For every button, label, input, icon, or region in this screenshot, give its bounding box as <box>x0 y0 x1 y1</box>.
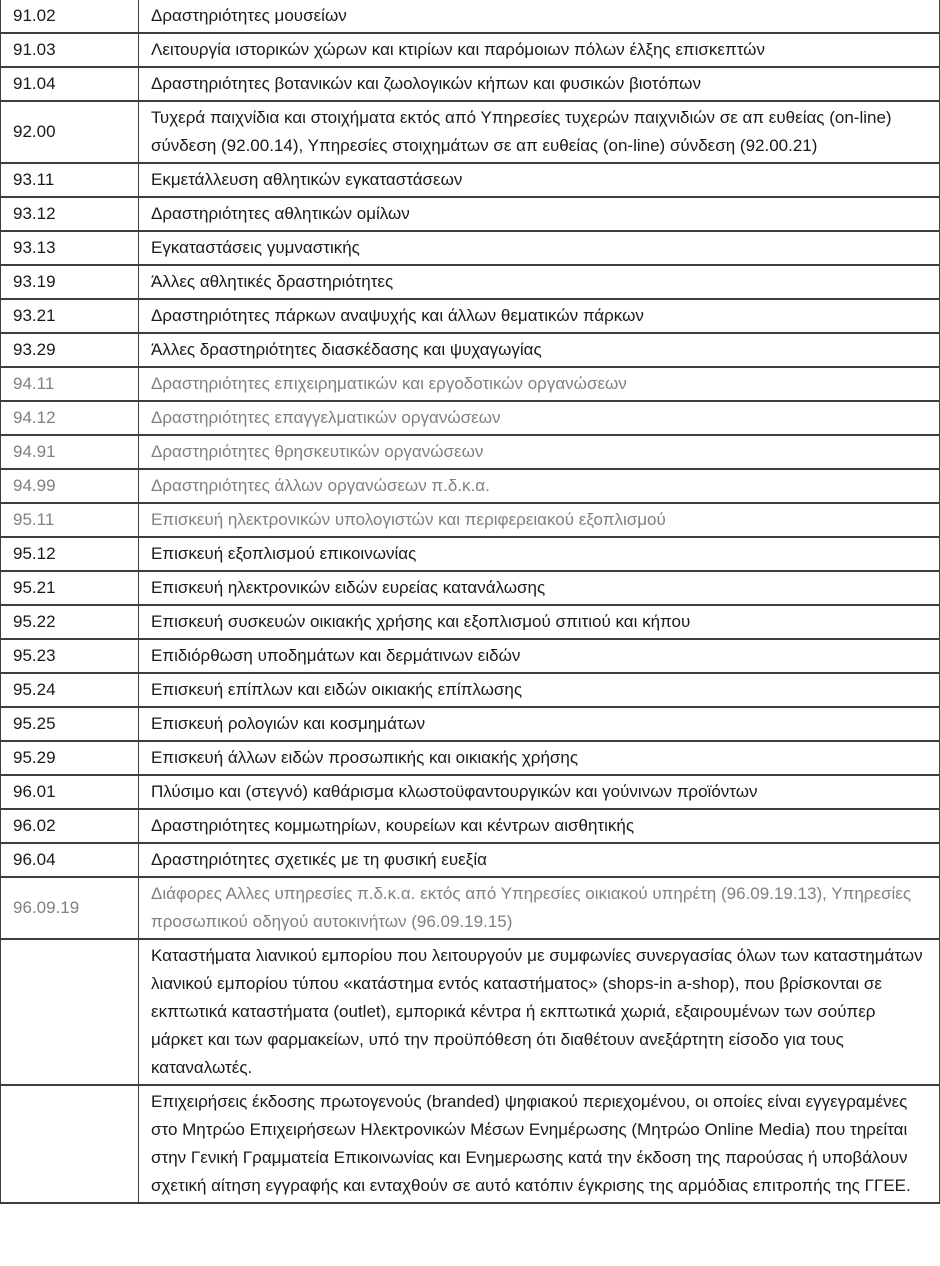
activity-code-cell: 92.00 <box>1 101 139 163</box>
activity-description-cell: Άλλες δραστηριότητες διασκέδασης και ψυχαγωγίας <box>139 333 940 367</box>
activity-description-cell: Δραστηριότητες αθλητικών ομίλων <box>139 197 940 231</box>
activity-description-cell: Διάφορες Αλλες υπηρεσίες π.δ.κ.α. εκτός από Υπηρεσίες οικιακού υπηρέτη (96.09.19.13), Υπηρεσίες προσωπικού οδηγού αυτοκινήτων (96.09.19.15) <box>139 877 940 939</box>
activity-code-cell: 93.13 <box>1 231 139 265</box>
activity-code-cell: 94.12 <box>1 401 139 435</box>
activity-code-cell: 94.99 <box>1 469 139 503</box>
table-row <box>1 101 940 163</box>
activity-description-cell: Δραστηριότητες επαγγελματικών οργανώσεων <box>139 401 940 435</box>
activity-code-cell: 93.11 <box>1 163 139 197</box>
activity-description-cell: Εγκαταστάσεις γυμναστικής <box>139 231 940 265</box>
table-row <box>1 367 940 401</box>
table-row <box>1 843 940 877</box>
table-row <box>1 741 940 775</box>
table-row <box>1 435 940 469</box>
activity-code-cell: 93.29 <box>1 333 139 367</box>
activity-code-cell: 91.03 <box>1 33 139 67</box>
activity-code-cell: 93.21 <box>1 299 139 333</box>
activity-description-cell: Δραστηριότητες θρησκευτικών οργανώσεων <box>139 435 940 469</box>
activity-code-cell: 95.21 <box>1 571 139 605</box>
activity-description-cell: Εκμετάλλευση αθλητικών εγκαταστάσεων <box>139 163 940 197</box>
activity-description-cell: Άλλες αθλητικές δραστηριότητες <box>139 265 940 299</box>
activity-description-cell: Επισκευή άλλων ειδών προσωπικής και οικιακής χρήσης <box>139 741 940 775</box>
table-row <box>1 939 940 1085</box>
table-row <box>1 0 940 33</box>
activity-code-cell: 94.91 <box>1 435 139 469</box>
activity-code-cell: 91.02 <box>1 0 139 33</box>
activity-description-cell: Δραστηριότητες μουσείων <box>139 0 940 33</box>
table-row <box>1 33 940 67</box>
table-row <box>1 163 940 197</box>
activity-code-cell: 96.04 <box>1 843 139 877</box>
table-row <box>1 503 940 537</box>
table-row <box>1 877 940 939</box>
table-row <box>1 299 940 333</box>
activity-description-cell: Λειτουργία ιστορικών χώρων και κτιρίων και παρόμοιων πόλων έλξης επισκεπτών <box>139 33 940 67</box>
activity-description-cell: Επισκευή ηλεκτρονικών ειδών ευρείας κατανάλωσης <box>139 571 940 605</box>
activity-description-cell: Δραστηριότητες κομμωτηρίων, κουρείων και κέντρων αισθητικής <box>139 809 940 843</box>
activity-code-cell: 95.12 <box>1 537 139 571</box>
activity-description-cell: Καταστήματα λιανικού εμπορίου που λειτουργούν με συμφωνίες συνεργασίας όλων των καταστημάτων λιανικού εμπορίου τύπου «κατάστημα εντός καταστήματος» (shops-in a-shop), που βρίσκονται σε εκπτωτικά καταστήματα (outlet), εμπορικά κέντρα ή εκπτωτικά χωριά, εξαιρουμένων των σούπερ μάρκετ και των φαρμακείων, υπό την προϋπόθεση ότι διαθέτουν ανεξάρτητη είσοδο για τους καταναλωτές. <box>139 939 940 1085</box>
table-row <box>1 537 940 571</box>
table-row <box>1 707 940 741</box>
table-row <box>1 197 940 231</box>
activity-description-cell: Επισκευή εξοπλισμού επικοινωνίας <box>139 537 940 571</box>
table-row <box>1 67 940 101</box>
table-row <box>1 469 940 503</box>
activity-code-cell: 96.01 <box>1 775 139 809</box>
activity-code-cell: 96.09.19 <box>1 877 139 939</box>
activity-code-cell: 95.24 <box>1 673 139 707</box>
table-row <box>1 775 940 809</box>
activity-code-cell: 95.23 <box>1 639 139 673</box>
activity-description-cell: Δραστηριότητες άλλων οργανώσεων π.δ.κ.α. <box>139 469 940 503</box>
activity-description-cell: Δραστηριότητες βοτανικών και ζωολογικών κήπων και φυσικών βιοτόπων <box>139 67 940 101</box>
table-row <box>1 571 940 605</box>
table-row <box>1 673 940 707</box>
activity-description-cell: Δραστηριότητες επιχειρηματικών και εργοδοτικών οργανώσεων <box>139 367 940 401</box>
table-row <box>1 401 940 435</box>
activity-code-cell <box>1 1085 139 1203</box>
activity-codes-table-body <box>1 0 940 1203</box>
activity-description-cell: Τυχερά παιχνίδια και στοιχήματα εκτός από Υπηρεσίες τυχερών παιχνιδιών σε απ ευθείας (on-line) σύνδεση (92.00.14), Υπηρεσίες στοιχημάτων σε απ ευθείας (on-line) σύνδεση (92.00.21) <box>139 101 940 163</box>
activity-description-cell: Δραστηριότητες πάρκων αναψυχής και άλλων θεματικών πάρκων <box>139 299 940 333</box>
activity-description-cell: Δραστηριότητες σχετικές με τη φυσική ευεξία <box>139 843 940 877</box>
activity-code-cell: 95.25 <box>1 707 139 741</box>
activity-code-cell: 95.11 <box>1 503 139 537</box>
table-row <box>1 809 940 843</box>
activity-code-cell: 95.29 <box>1 741 139 775</box>
activity-code-cell: 91.04 <box>1 67 139 101</box>
activity-code-cell <box>1 939 139 1085</box>
activity-description-cell: Επιχειρήσεις έκδοσης πρωτογενούς (branded) ψηφιακού περιεχομένου, οι οποίες είναι εγγεγραμένες στο Μητρώο Επιχειρήσεων Ηλεκτρονικών Μέσων Ενημέρωσης (Μητρώο Online Media) που τηρείται στην Γενική Γραμματεία Επικοινωνίας και Ενημερωσης κατά την έκδοση της παρούσας ή υποβάλουν σχετική αίτηση εγγραφής και ενταχθούν σε αυτό κατόπιν έγκρισης της αρμόδιας επιτροπής της ΓΓΕΕ. <box>139 1085 940 1203</box>
activity-code-cell: 93.12 <box>1 197 139 231</box>
activity-description-cell: Επισκευή ρολογιών και κοσμημάτων <box>139 707 940 741</box>
activity-code-cell: 93.19 <box>1 265 139 299</box>
activity-description-cell: Πλύσιμο και (στεγνό) καθάρισμα κλωστοϋφαντουργικών και γούνινων προϊόντων <box>139 775 940 809</box>
activity-description-cell: Επισκευή επίπλων και ειδών οικιακής επίπλωσης <box>139 673 940 707</box>
table-row <box>1 605 940 639</box>
activity-description-cell: Επισκευή συσκευών οικιακής χρήσης και εξοπλισμού σπιτιού και κήπου <box>139 605 940 639</box>
activity-description-cell: Επιδιόρθωση υποδημάτων και δερμάτινων ειδών <box>139 639 940 673</box>
table-row <box>1 231 940 265</box>
activity-code-cell: 96.02 <box>1 809 139 843</box>
table-row <box>1 639 940 673</box>
activity-description-cell: Επισκευή ηλεκτρονικών υπολογιστών και περιφερειακού εξοπλισμού <box>139 503 940 537</box>
table-row <box>1 265 940 299</box>
table-row <box>1 333 940 367</box>
table-row <box>1 1085 940 1203</box>
activity-code-cell: 95.22 <box>1 605 139 639</box>
activity-code-cell: 94.11 <box>1 367 139 401</box>
